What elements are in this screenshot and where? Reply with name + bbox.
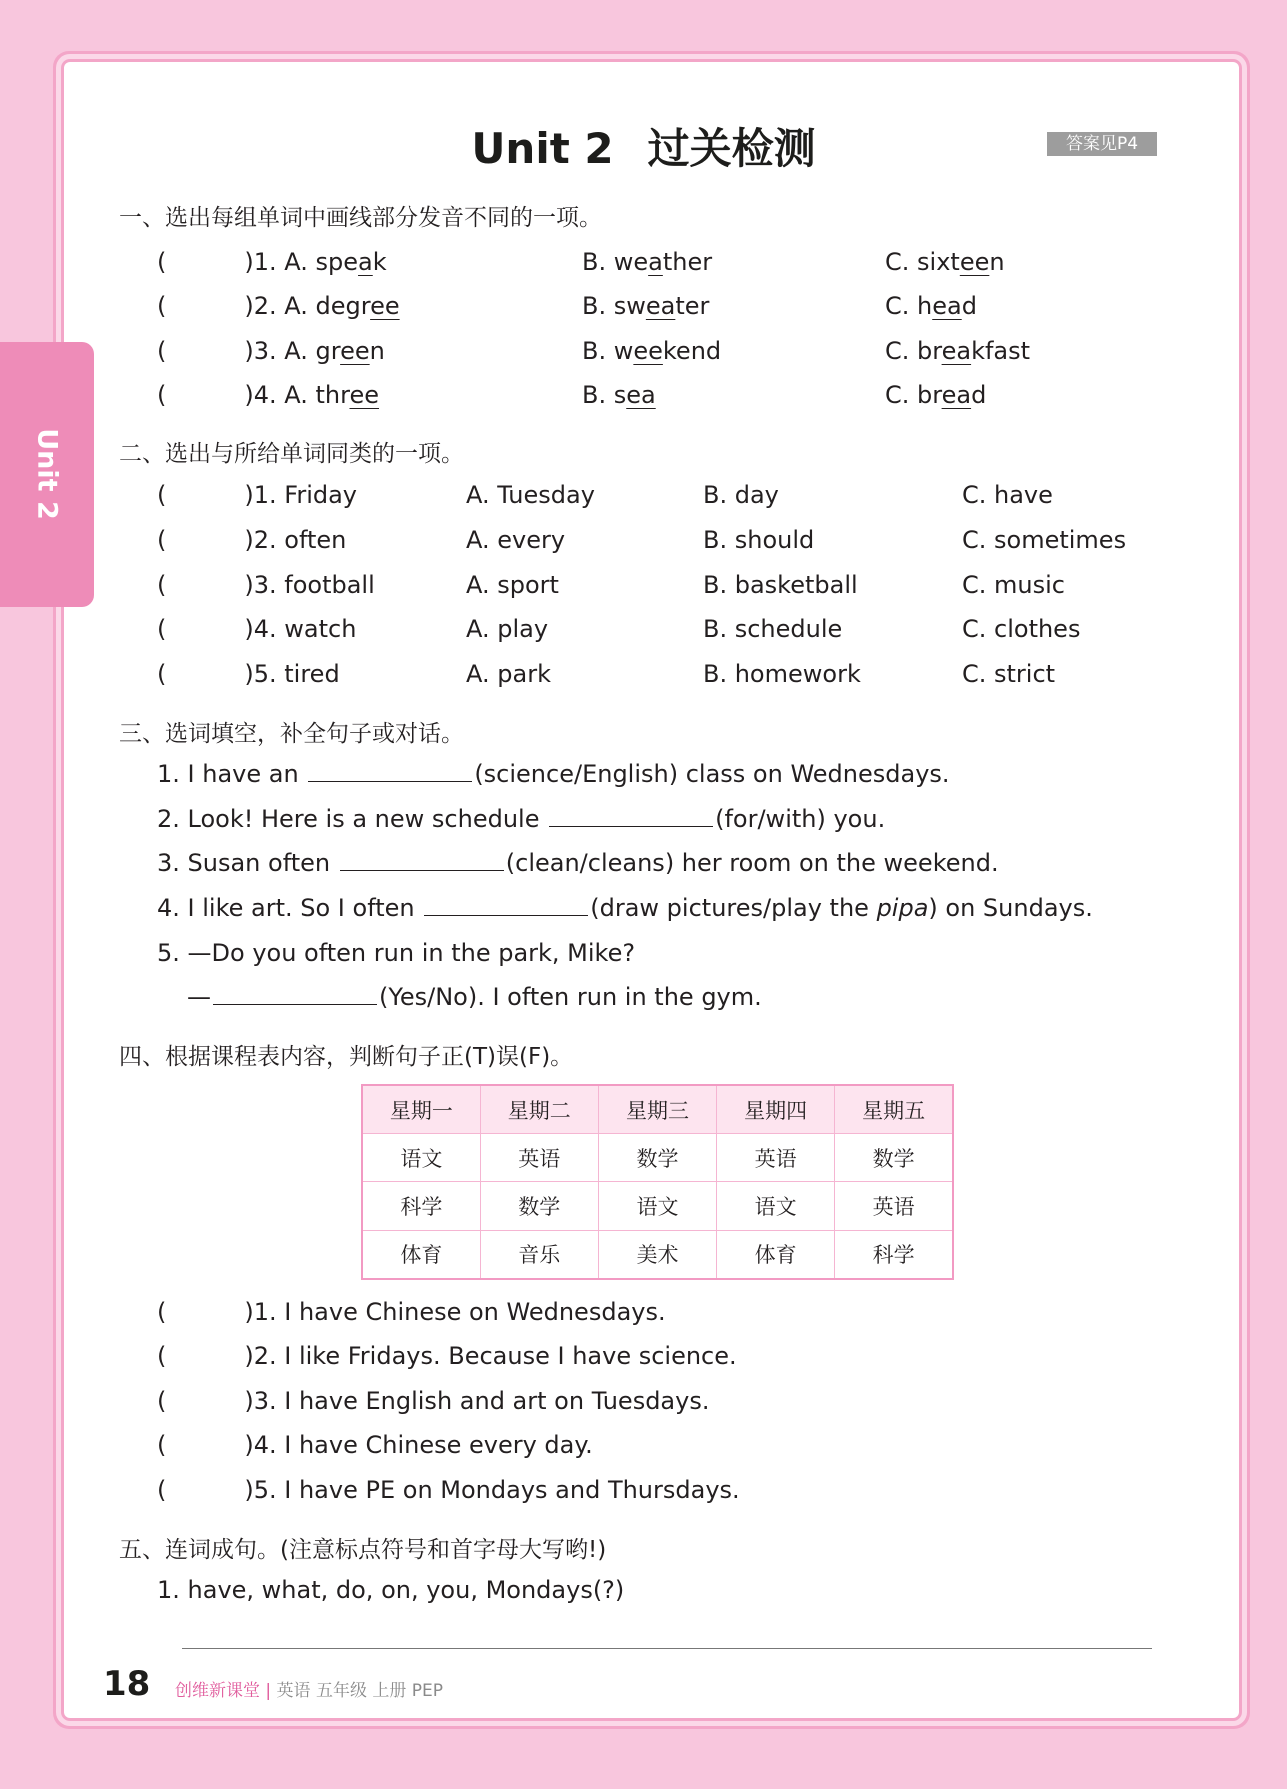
schedule-row (362, 1230, 953, 1279)
s2-row-3: ( )3. football (157, 571, 375, 599)
title-unit: Unit 2 (471, 124, 614, 173)
schedule-cell: 美术 (598, 1230, 716, 1279)
unit-side-tab (0, 342, 94, 607)
s3-item-4: 4. I like art. So I often (draw pictures/play the pipa) on Sundays. (157, 890, 1093, 926)
footer-brand (175, 1676, 443, 1701)
schedule-cell: 体育 (717, 1230, 835, 1279)
s2-row-5-b: B. homework (703, 660, 861, 688)
schedule-cell: 语文 (598, 1182, 716, 1230)
footer-divider (182, 1648, 1152, 1649)
s4-item-4: ( )4. I have Chinese every day. (157, 1431, 593, 1459)
s2-row-2-b: B. should (703, 526, 815, 554)
s2-row-2: ( )2. often (157, 526, 347, 554)
s1-row-1-c: C. sixteen (885, 248, 1005, 276)
schedule-cell: 语文 (717, 1182, 835, 1230)
schedule-cell: 科学 (835, 1230, 953, 1279)
schedule-cell: 英语 (717, 1134, 835, 1182)
s1-row-2-b: B. sweater (582, 292, 710, 320)
schedule-header-row (362, 1085, 953, 1134)
footer-info: 英语 五年级 上册 PEP (276, 1681, 444, 1701)
answer-blank[interactable] (308, 757, 472, 782)
schedule-header-cell: 星期一 (362, 1085, 480, 1134)
s2-row-1-a: A. Tuesday (466, 481, 595, 509)
schedule-header-cell: 星期三 (598, 1085, 716, 1134)
unit-side-tab-label: Unit 2 (31, 428, 63, 520)
footer-separator: | (265, 1681, 272, 1701)
schedule-cell: 数学 (598, 1134, 716, 1182)
s2-row-4-a: A. play (466, 615, 549, 643)
s4-item-3: ( )3. I have English and art on Tuesdays. (157, 1387, 710, 1415)
schedule-cell: 数学 (480, 1182, 598, 1230)
s1-row-1-b: B. weather (582, 248, 713, 276)
section2-heading: 二、选出与所给单词同类的一项。 (119, 441, 464, 467)
answer-blank[interactable] (424, 891, 588, 916)
s4-item-5: ( )5. I have PE on Mondays and Thursdays. (157, 1476, 740, 1504)
s1-row-2-c: C. head (885, 292, 977, 320)
section1-heading: 一、选出每组单词中画线部分发音不同的一项。 (119, 205, 602, 231)
s3-item-2: 2. Look! Here is a new schedule (for/with) you. (157, 801, 885, 837)
s5-item-1: 1. have, what, do, on, you, Mondays(?) (157, 1576, 625, 1604)
schedule-cell: 音乐 (480, 1230, 598, 1279)
s2-row-4: ( )4. watch (157, 615, 357, 643)
s1-row-4-b: B. sea (582, 381, 656, 409)
schedule-header-cell: 星期四 (717, 1085, 835, 1134)
s4-item-1: ( )1. I have Chinese on Wednesdays. (157, 1298, 666, 1326)
s2-row-3-c: C. music (962, 571, 1065, 599)
s2-row-2-c: C. sometimes (962, 526, 1127, 554)
s3-item-1: 1. I have an (science/English) class on Wednesdays. (157, 756, 950, 792)
s2-row-1: ( )1. Friday (157, 481, 358, 509)
title-cn: 过关检测 (647, 124, 816, 173)
schedule-cell: 英语 (480, 1134, 598, 1182)
schedule-cell: 数学 (835, 1134, 953, 1182)
schedule-row (362, 1134, 953, 1182)
class-schedule-table (361, 1084, 954, 1280)
schedule-cell: 科学 (362, 1182, 480, 1230)
schedule-cell: 英语 (835, 1182, 953, 1230)
schedule-header-cell: 星期二 (480, 1085, 598, 1134)
s2-row-5: ( )5. tired (157, 660, 340, 688)
s2-row-1-b: B. day (703, 481, 779, 509)
s2-row-3-b: B. basketball (703, 571, 858, 599)
s1-row-2: ( )2. A. degree (157, 292, 400, 320)
s1-row-1: ( )1. A. speak (157, 248, 387, 276)
answer-blank[interactable] (213, 980, 377, 1005)
s3-item-5-reply: — (Yes/No). I often run in the gym. (187, 979, 762, 1015)
schedule-row (362, 1182, 953, 1230)
s1-row-4: ( )4. A. three (157, 381, 380, 409)
s1-row-4-c: C. bread (885, 381, 987, 409)
schedule-cell: 语文 (362, 1134, 480, 1182)
s2-row-5-c: C. strict (962, 660, 1056, 688)
s2-row-4-c: C. clothes (962, 615, 1081, 643)
page-number: 18 (103, 1664, 151, 1704)
section5-heading: 五、连词成句。(注意标点符号和首字母大写哟!) (119, 1537, 607, 1563)
s2-row-5-a: A. park (466, 660, 551, 688)
answer-blank[interactable] (549, 802, 713, 827)
section4-heading: 四、根据课程表内容，判断句子正(T)误(F)。 (119, 1044, 574, 1070)
schedule-header-cell: 星期五 (835, 1085, 953, 1134)
s2-row-1-c: C. have (962, 481, 1053, 509)
s2-row-3-a: A. sport (466, 571, 559, 599)
s3-item-3: 3. Susan often (clean/cleans) her room on the weekend. (157, 845, 999, 881)
answer-reference-badge: 答案见P4 (1047, 132, 1157, 156)
s2-row-2-a: A. every (466, 526, 566, 554)
s1-row-3: ( )3. A. green (157, 337, 385, 365)
answer-blank[interactable] (340, 846, 504, 871)
s1-row-3-b: B. weekend (582, 337, 722, 365)
s2-row-4-b: B. schedule (703, 615, 843, 643)
s3-item-5: 5. —Do you often run in the park, Mike? (157, 939, 636, 967)
schedule-cell: 体育 (362, 1230, 480, 1279)
s4-item-2: ( )2. I like Fridays. Because I have science. (157, 1342, 737, 1370)
section3-heading: 三、选词填空，补全句子或对话。 (119, 721, 464, 747)
s1-row-3-c: C. breakfast (885, 337, 1031, 365)
brand-name: 创维新课堂 (175, 1681, 260, 1701)
